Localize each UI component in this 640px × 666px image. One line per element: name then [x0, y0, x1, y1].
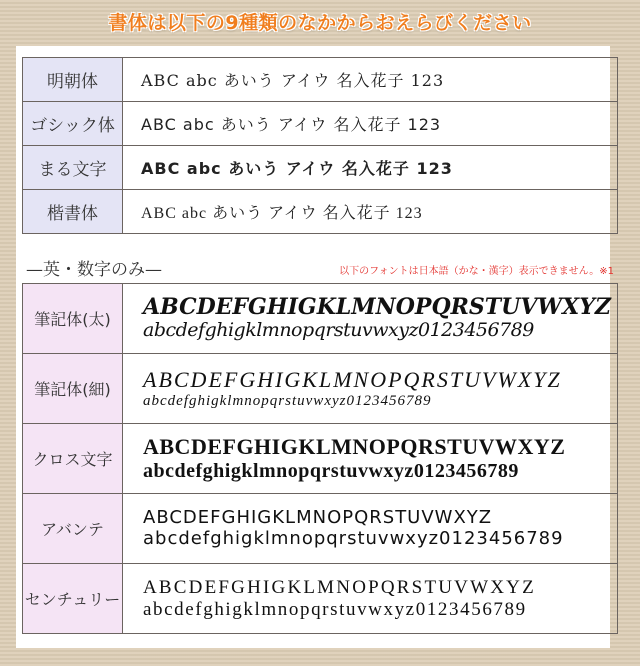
english-font-table	[22, 283, 618, 634]
font-row-maru[interactable]	[23, 146, 618, 190]
sample-uppercase: ABCDEFGHIGKLMNOPQRSTUVWXYZ	[143, 506, 493, 528]
font-row-kaisho[interactable]	[23, 190, 618, 234]
font-label: 明朝体	[23, 58, 123, 102]
warning-note: 以下のフォントは日本語（かな・漢字）表示できません。※1	[339, 266, 614, 277]
font-row-blackletter[interactable]	[23, 424, 618, 494]
font-row-mincho[interactable]	[23, 58, 618, 102]
sample-uppercase: ABCDEFGHIGKLMNOPQRSTUVWXYZ	[143, 434, 566, 460]
font-label: 筆記体(太)	[23, 284, 123, 354]
sample-uppercase: ABCDEFGHIGKLMNOPQRSTUVWXYZ	[143, 576, 536, 598]
sample-uppercase: ABCDEFGHIGKLMNOPQRSTUVWXYZ	[143, 293, 611, 320]
font-sample	[123, 494, 618, 564]
sample-lowercase: abcdefghigklmnopqrstuvwxyz0123456789	[143, 319, 534, 342]
font-label: ゴシック体	[23, 102, 123, 146]
sample-lowercase: abcdefghigklmnopqrstuvwxyz0123456789	[143, 527, 564, 549]
font-sample	[123, 424, 618, 494]
font-row-century[interactable]	[23, 564, 618, 634]
font-sample	[123, 354, 618, 424]
japanese-font-table	[22, 57, 618, 234]
font-sample: ABC abc あいう アイウ 名入花子 123	[123, 102, 618, 146]
font-label: クロス文字	[23, 424, 123, 494]
font-row-avante[interactable]	[23, 494, 618, 564]
font-sample: ABC abc あいう アイウ 名入花子 123	[123, 146, 618, 190]
font-sample: ABC abc あいう アイウ 名入花子 123	[123, 190, 618, 234]
sample-lowercase: abcdefghigklmnopqrstuvwxyz0123456789	[143, 459, 519, 482]
font-row-script-thin[interactable]	[23, 354, 618, 424]
section-heading: —英・数字のみ—	[26, 260, 162, 280]
font-label: センチュリー	[23, 564, 123, 634]
font-sample	[123, 284, 618, 354]
sample-lowercase: abcdefghigklmnopqrstuvwxyz0123456789	[143, 392, 432, 409]
font-row-script-bold[interactable]	[23, 284, 618, 354]
font-sample: ABC abc あいう アイウ 名入花子 123	[123, 58, 618, 102]
sample-lowercase: abcdefghigklmnopqrstuvwxyz0123456789	[143, 598, 527, 620]
font-label: まる文字	[23, 146, 123, 190]
page-title: 書体は以下の9種類のなかからおえらびください	[108, 12, 532, 34]
sample-uppercase: ABCDEFGHIGKLMNOPQRSTUVWXYZ	[143, 367, 562, 393]
font-label: 楷書体	[23, 190, 123, 234]
font-row-gothic[interactable]	[23, 102, 618, 146]
font-label: アバンテ	[23, 494, 123, 564]
font-label: 筆記体(細)	[23, 354, 123, 424]
font-sample	[123, 564, 618, 634]
